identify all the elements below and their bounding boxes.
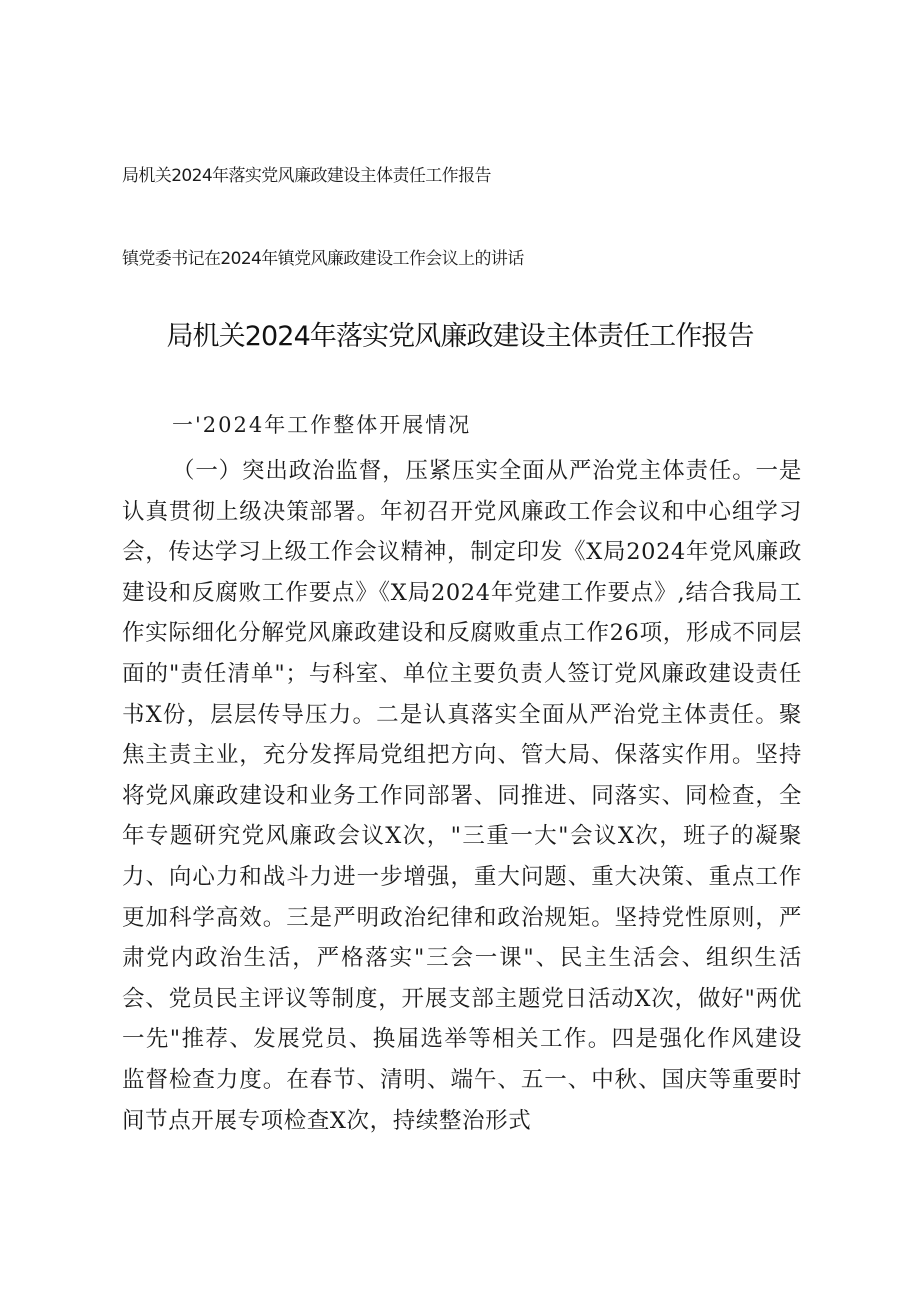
section-heading: 一'2024年工作整体开展情况	[172, 413, 472, 437]
toc-item-town-speech[interactable]: 镇党委书记在2024年镇党风廉政建设工作会议上的讲话	[122, 249, 524, 269]
toc-item-work-report[interactable]: 局机关2024年落实党风廉政建设主体责任工作报告	[122, 166, 491, 186]
document-title: 局机关2024年落实党风廉政建设主体责任工作报告	[166, 321, 754, 352]
body-paragraph: （一）突出政治监督，压紧压实全面从严治党主体责任。一是认真贯彻上级决策部署。年初召开党风廉政工作会议和中心组学习会，传达学习上级工作会议精神，制定印发《X局2024年党风廉政建设和反腐败工作要点》《X局2024年党建工作要点》,结合我局工作实际细化分解党风廉政建设和反腐败重点工作26项，形成不同层面的"责任清单"；与科室、单位主要负责人签订党风廉政建设责任书X份，层层传导压力。二是认真落实全面从严治党主体责任。聚焦主责主业，充分发挥局党组把方向、管大局、保落实作用。坚持将党风廉政建设和业务工作同部署、同推进、同落实、同检查，全年专题研究党风廉政会议X次，"三重一大"会议X次，班子的凝聚力、向心力和战斗力进一步增强，重大问题、重大决策、重点工作更加科学高效。三是严明政治纪律和政治规矩。坚持党性原则，严肃党内政治生活，严格落实"三会一课"、民主生活会、组织生活会、党员民主评议等制度，开展支部主题党日活动X次，做好"两优一先"推荐、发展党员、换届选举等相关工作。四是强化作风建设监督检查力度。在春节、清明、端午、五一、中秋、国庆等重要时间节点开展专项检查X次，持续整治形式	[122, 458, 802, 1134]
